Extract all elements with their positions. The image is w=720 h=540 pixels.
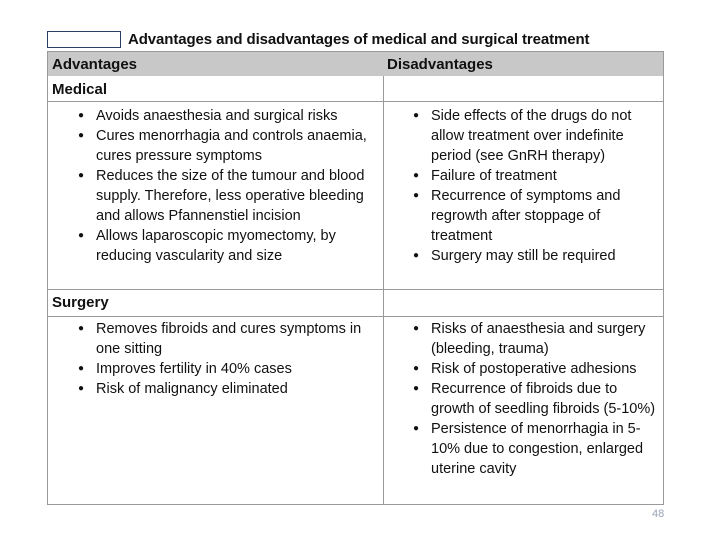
medical-advantages-list xyxy=(48,106,381,266)
rule-medical xyxy=(48,101,663,102)
list-item: ● Recurrence of symptoms and regrowth after stoppage of treatment xyxy=(383,186,663,246)
list-item: ● Side effects of the drugs do not allow treatment over indefinite period (see GnRH therapy) xyxy=(383,106,663,166)
surgery-advantages-list xyxy=(48,319,381,399)
page-number: 48 xyxy=(652,508,665,520)
list-item: ● Allows laparoscopic myomectomy, by reducing vascularity and size xyxy=(48,226,381,266)
section-surgery: Surgery xyxy=(52,294,109,311)
list-item: ● Persistence of menorrhagia in 5-10% due to congestion, enlarged uterine cavity xyxy=(383,419,663,479)
list-item: ● Removes fibroids and cures symptoms in one sitting xyxy=(48,319,381,359)
page-title: Advantages and disadvantages of medical and surgical treatment xyxy=(128,31,590,48)
list-item: ● Avoids anaesthesia and surgical risks xyxy=(48,106,381,126)
title-box xyxy=(47,31,121,48)
header-disadvantages: Disadvantages xyxy=(387,56,493,73)
list-item: ● Reduces the size of the tumour and blood supply. Therefore, less operative bleeding and allows Pfannenstiel incision xyxy=(48,166,381,226)
list-item: ● Risk of postoperative adhesions xyxy=(383,359,663,379)
list-item: ● Recurrence of fibroids due to growth of seedling fibroids (5-10%) xyxy=(383,379,663,419)
table-header-row xyxy=(48,52,663,76)
medical-disadvantages-list xyxy=(383,106,663,266)
list-item: ● Improves fertility in 40% cases xyxy=(48,359,381,379)
surgery-disadvantages-list xyxy=(383,319,663,479)
rule-surgery-top xyxy=(48,289,663,290)
list-item: ● Risk of malignancy eliminated xyxy=(48,379,381,399)
comparison-table xyxy=(47,51,664,505)
section-medical: Medical xyxy=(52,81,108,98)
header-advantages: Advantages xyxy=(52,56,138,73)
list-item: ● Risks of anaesthesia and surgery (bleeding, trauma) xyxy=(383,319,663,359)
list-item: ● Cures menorrhagia and controls anaemia, cures pressure symptoms xyxy=(48,126,381,166)
rule-surgery xyxy=(48,316,663,317)
list-item: ● Surgery may still be required xyxy=(383,246,663,266)
list-item: ● Failure of treatment xyxy=(383,166,663,186)
